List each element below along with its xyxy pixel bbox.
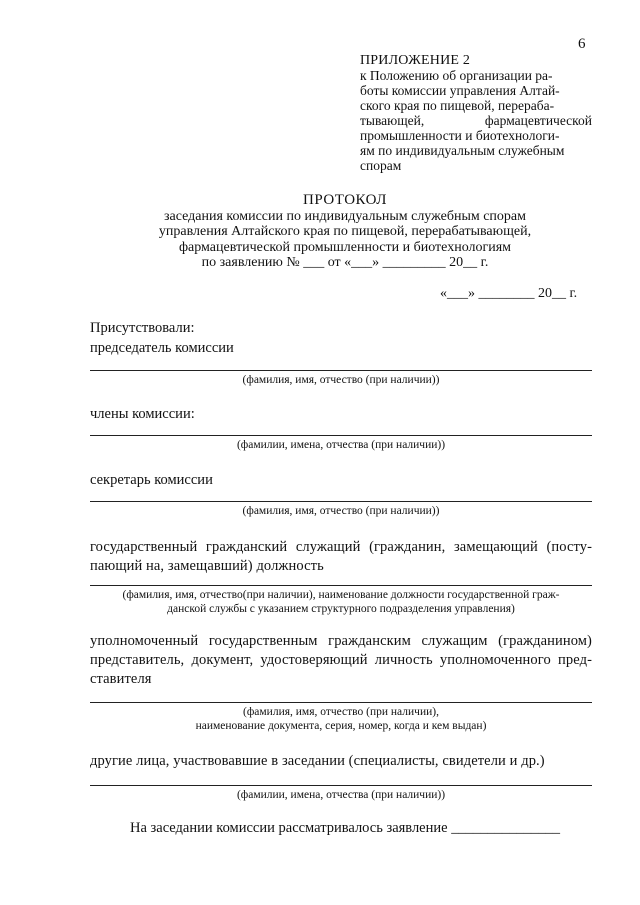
secretary-caption: (фамилия, имя, отчество (при наличии)) (242, 505, 440, 517)
protocol-subtitle-line: фармацевтической промышленности и биотехнологиям (178, 239, 512, 255)
present-label: Присутствовали: (90, 320, 195, 336)
secretary-blank-line (90, 501, 592, 502)
chair-caption: (фамилия, имя, отчество (при наличии)) (242, 374, 440, 386)
representative-text: уполномоченный государственным гражданским служащим (гражданином) представитель, документ, удостоверяющий личность уполномоченного пред-ставителя (90, 633, 592, 687)
appendix-heading: ПРИЛОЖЕНИЕ 2 (360, 53, 471, 68)
representative-caption (90, 705, 592, 733)
civil-servant-caption-line: данской службы с указанием структурного подразделения управления) (167, 603, 515, 615)
representative-blank-line (90, 702, 592, 703)
secretary-label: секретарь комиссии (90, 472, 213, 488)
appendix-block (360, 53, 592, 173)
representative-caption-line: (фамилия, имя, отчество (при наличии), (243, 706, 439, 718)
appendix-line: тывающей, фармацевтической (360, 113, 592, 128)
chair-blank-line (90, 370, 592, 371)
other-persons-blank-line (90, 785, 592, 786)
other-persons-caption: (фамилии, имена, отчества (при наличии)) (236, 789, 446, 801)
page-number: 6 (578, 36, 586, 52)
appendix-line: боты комиссии управления Алтай- (360, 83, 560, 98)
application-considered-text: На заседании комиссии рассматривалось заявление _______________ (130, 820, 560, 836)
appendix-line: спорам (360, 158, 402, 173)
application-ref-line: по заявлению № ___ от «___» _________ 20__ г. (201, 255, 489, 270)
appendix-text (360, 68, 592, 173)
civil-servant-blank-line (90, 585, 592, 586)
protocol-title-block (100, 193, 590, 271)
members-blank-line (90, 435, 592, 436)
chair-label: председатель комиссии (90, 340, 234, 356)
representative-caption-line: наименование документа, серия, номер, когда и кем выдан) (195, 720, 487, 732)
appendix-line: ям по индивидуальным служебным (360, 143, 565, 158)
members-label: члены комиссии: (90, 406, 195, 422)
civil-servant-text: государственный гражданский служащий (гражданин, замещающий (посту-пающий на, замещавший) должность (90, 539, 592, 574)
protocol-date: «___» ________ 20__ г. (440, 286, 578, 301)
appendix-line: промышленности и биотехнологи- (360, 128, 560, 143)
civil-servant-caption-line: (фамилия, имя, отчество(при наличии), наименование должности государственной граж- (122, 589, 560, 601)
protocol-heading: ПРОТОКОЛ (303, 192, 387, 208)
other-persons-text: другие лица, участвовавшие в заседании (специалисты, свидетели и др.) (90, 753, 545, 769)
protocol-subtitle-line: заседания комиссии по индивидуальным служебным спорам (164, 208, 526, 224)
members-caption: (фамилии, имена, отчества (при наличии)) (236, 439, 446, 451)
protocol-subtitle-line: управления Алтайского края по пищевой, перерабатывающей, (158, 224, 532, 239)
appendix-line: ского края по пищевой, перераба- (360, 98, 555, 113)
appendix-line: к Положению об организации ра- (360, 68, 553, 83)
civil-servant-caption (90, 588, 592, 616)
